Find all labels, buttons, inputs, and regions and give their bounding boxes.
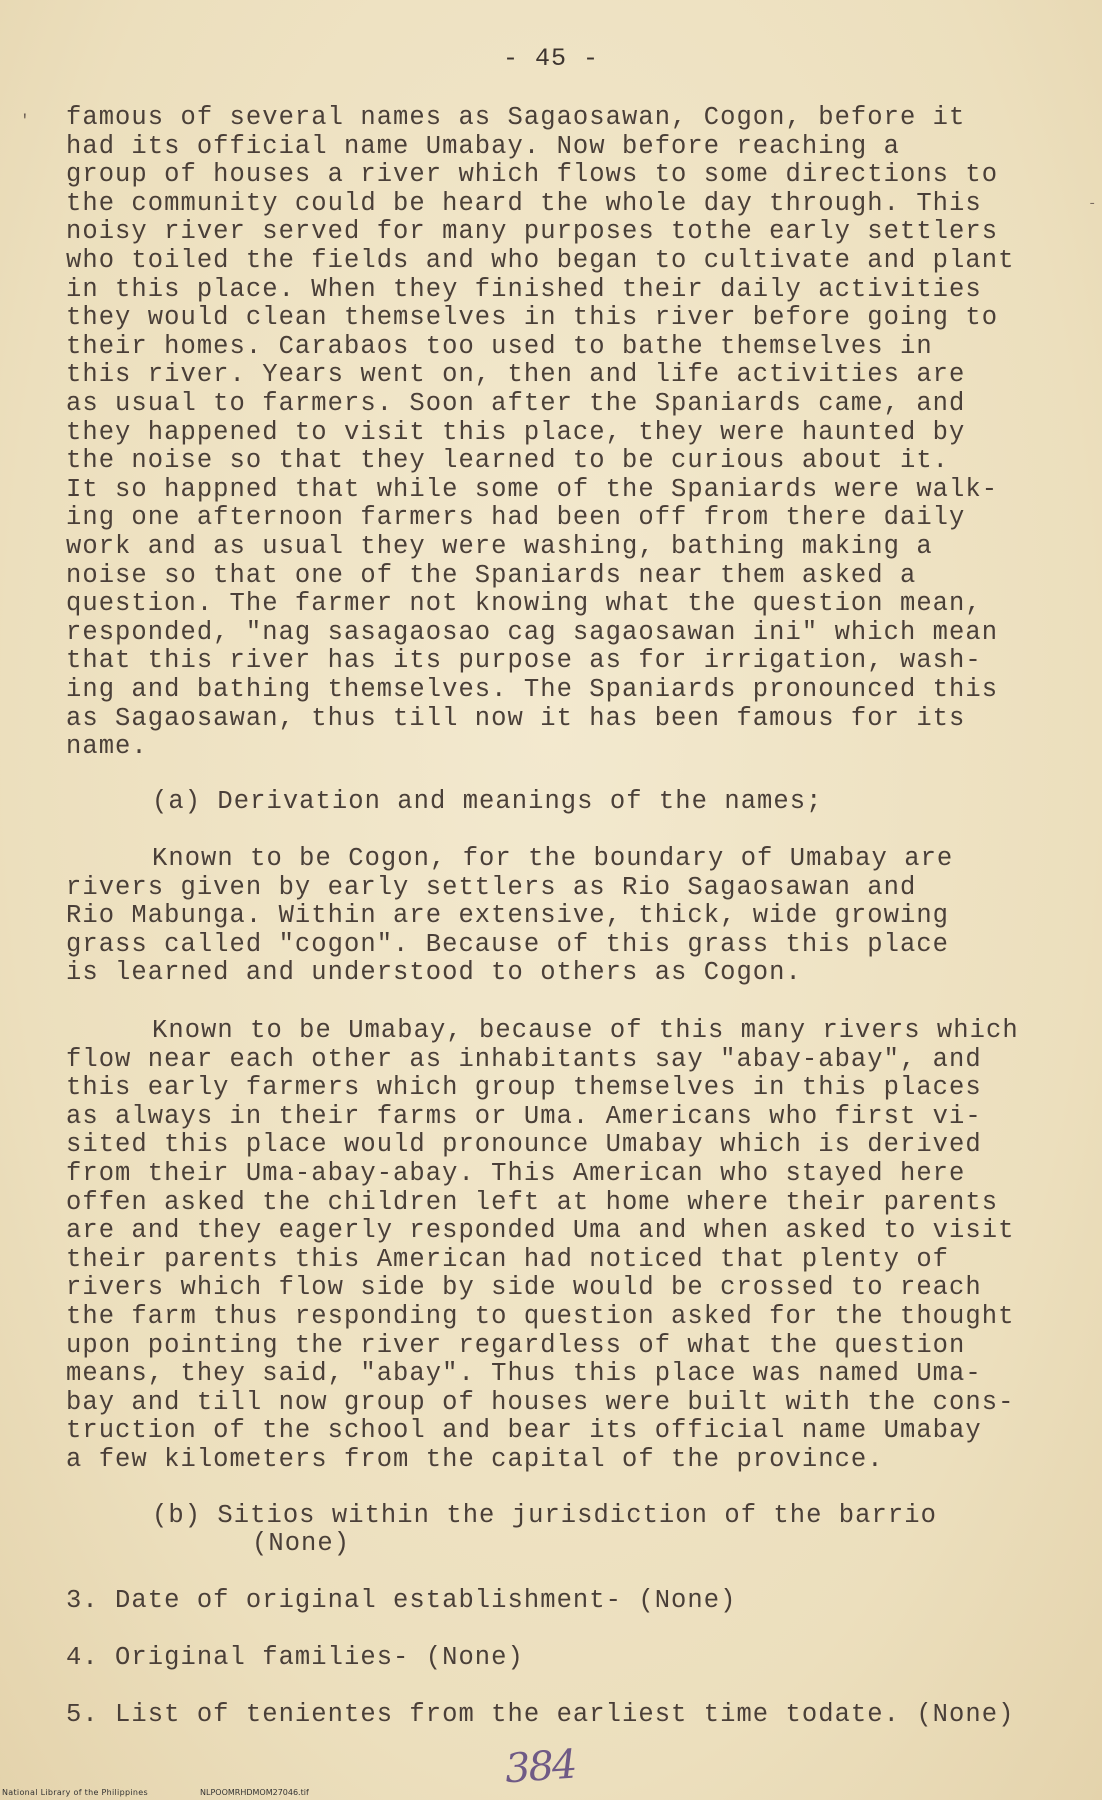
- footer-filename: NLPOOMRHDMOM27046.tif: [200, 1788, 309, 1797]
- paragraph-3-line: from their Uma-abay-abay. This American who stayed here: [66, 1159, 966, 1188]
- list-item-4-line: 4. Original families- (None): [66, 1643, 524, 1672]
- margin-mark: ': [20, 112, 30, 130]
- paragraph-1-line: they happened to visit this place, they were haunted by: [66, 417, 966, 447]
- paragraph-1-line: name.: [66, 732, 148, 762]
- paragraph-1-line: ing and bathing themselves. The Spaniards pronounced this: [66, 675, 999, 704]
- paragraph-1-line: noise so that one of the Spaniards near them asked a: [66, 560, 917, 590]
- paragraph-1-line: the noise so that they learned to be curious about it.: [66, 446, 950, 476]
- paragraph-3-line: a few kilometers from the capital of the province.: [66, 1445, 884, 1474]
- paragraph-1-line: responded, "nag sasagaosao cag sagaosawan ini" which mean: [66, 617, 999, 647]
- paragraph-1-line: this river. Years went on, then and life activities are: [66, 360, 966, 390]
- paragraph-3-line: rivers which flow side by side would be crossed to reach: [66, 1273, 982, 1303]
- paragraph-3-line: sited this place would pronounce Umabay which is derived: [66, 1130, 982, 1160]
- page-number: - 45 -: [502, 44, 599, 73]
- margin-mark: -: [1088, 196, 1097, 212]
- paragraph-1-line: group of houses a river which flows to some directions to: [66, 160, 999, 190]
- heading-b-line: (b) Sitios within the jurisdiction of the barrio: [152, 1501, 937, 1530]
- paragraph-1-line: the community could be heard the whole day through. This: [66, 188, 982, 218]
- paragraph-1-line: as usual to farmers. Soon after the Spaniards came, and: [66, 389, 966, 418]
- paragraph-3-line: this early farmers which group themselves in this places: [66, 1073, 982, 1103]
- paragraph-1-line: had its official name Umabay. Now before reaching a: [66, 131, 900, 161]
- list-item-5-line: 5. List of tenientes from the earliest time todate. (None): [66, 1700, 1015, 1729]
- heading-a-line: (a) Derivation and meanings of the names;: [152, 787, 823, 816]
- paragraph-2-line: grass called "cogon". Because of this grass this place: [66, 929, 950, 959]
- paragraph-3-line: truction of the school and bear its official name Umabay: [66, 1416, 982, 1446]
- paragraph-3-line: are and they eagerly responded Uma and when asked to visit: [66, 1216, 1015, 1246]
- paragraph-1-line: as Sagaosawan, thus till now it has been famous for its: [66, 703, 966, 733]
- paragraph-2-line: rivers given by early settlers as Rio Sagaosawan and: [66, 872, 917, 902]
- paragraph-3-line: the farm thus responding to question asked for the thought: [66, 1302, 1015, 1331]
- paragraph-3-line: as always in their farms or Uma. Americans who first vi-: [66, 1101, 982, 1131]
- paragraph-1-line: they would clean themselves in this river before going to: [66, 303, 999, 333]
- paragraph-1-line: their homes. Carabaos too used to bathe themselves in: [66, 331, 933, 361]
- paragraph-1-line: ing one afternoon farmers had been off from there daily: [66, 503, 966, 533]
- paragraph-1-line: who toiled the fields and who began to cultivate and plant: [66, 246, 1015, 275]
- paragraph-1-line: in this place. When they finished their daily activities: [66, 274, 982, 304]
- handwritten-page-number: 384: [503, 1741, 577, 1793]
- paragraph-3-line: Known to be Umabay, because of this many rivers which: [152, 1016, 1019, 1045]
- paragraph-3-line: means, they said, "abay". Thus this place was named Uma-: [66, 1359, 982, 1389]
- paragraph-1-line: noisy river served for many purposes tothe early settlers: [66, 217, 999, 247]
- paragraph-3-line: upon pointing the river regardless of what the question: [66, 1330, 966, 1360]
- paragraph-1-line: question. The farmer not knowing what the question mean,: [66, 589, 982, 619]
- paragraph-3-line: offen asked the children left at home where their parents: [66, 1187, 999, 1217]
- paragraph-3-line: bay and till now group of houses were built with the cons-: [66, 1387, 1015, 1417]
- paragraph-3-line: their parents this American had noticed that plenty of: [66, 1244, 950, 1274]
- heading-b-line: (None): [252, 1529, 351, 1558]
- paragraph-2-line: is learned and understood to others as Cogon.: [66, 958, 802, 988]
- paragraph-2-line: Rio Mabunga. Within are extensive, thick, wide growing: [66, 901, 950, 931]
- paragraph-1-line: work and as usual they were washing, bathing making a: [66, 532, 933, 561]
- paragraph-2-line: Known to be Cogon, for the boundary of Umabay are: [152, 844, 954, 873]
- paragraph-1-line: It so happned that while some of the Spaniards were walk-: [66, 474, 999, 504]
- paragraph-3-line: flow near each other as inhabitants say "abay-abay", and: [66, 1044, 982, 1074]
- paragraph-1-line: that this river has its purpose as for irrigation, wash-: [66, 646, 982, 676]
- list-item-3-line: 3. Date of original establishment- (None): [66, 1586, 737, 1615]
- footer-credit: National Library of the Philippines: [2, 1788, 148, 1797]
- paragraph-1-line: famous of several names as Sagaosawan, Cogon, before it: [66, 103, 966, 132]
